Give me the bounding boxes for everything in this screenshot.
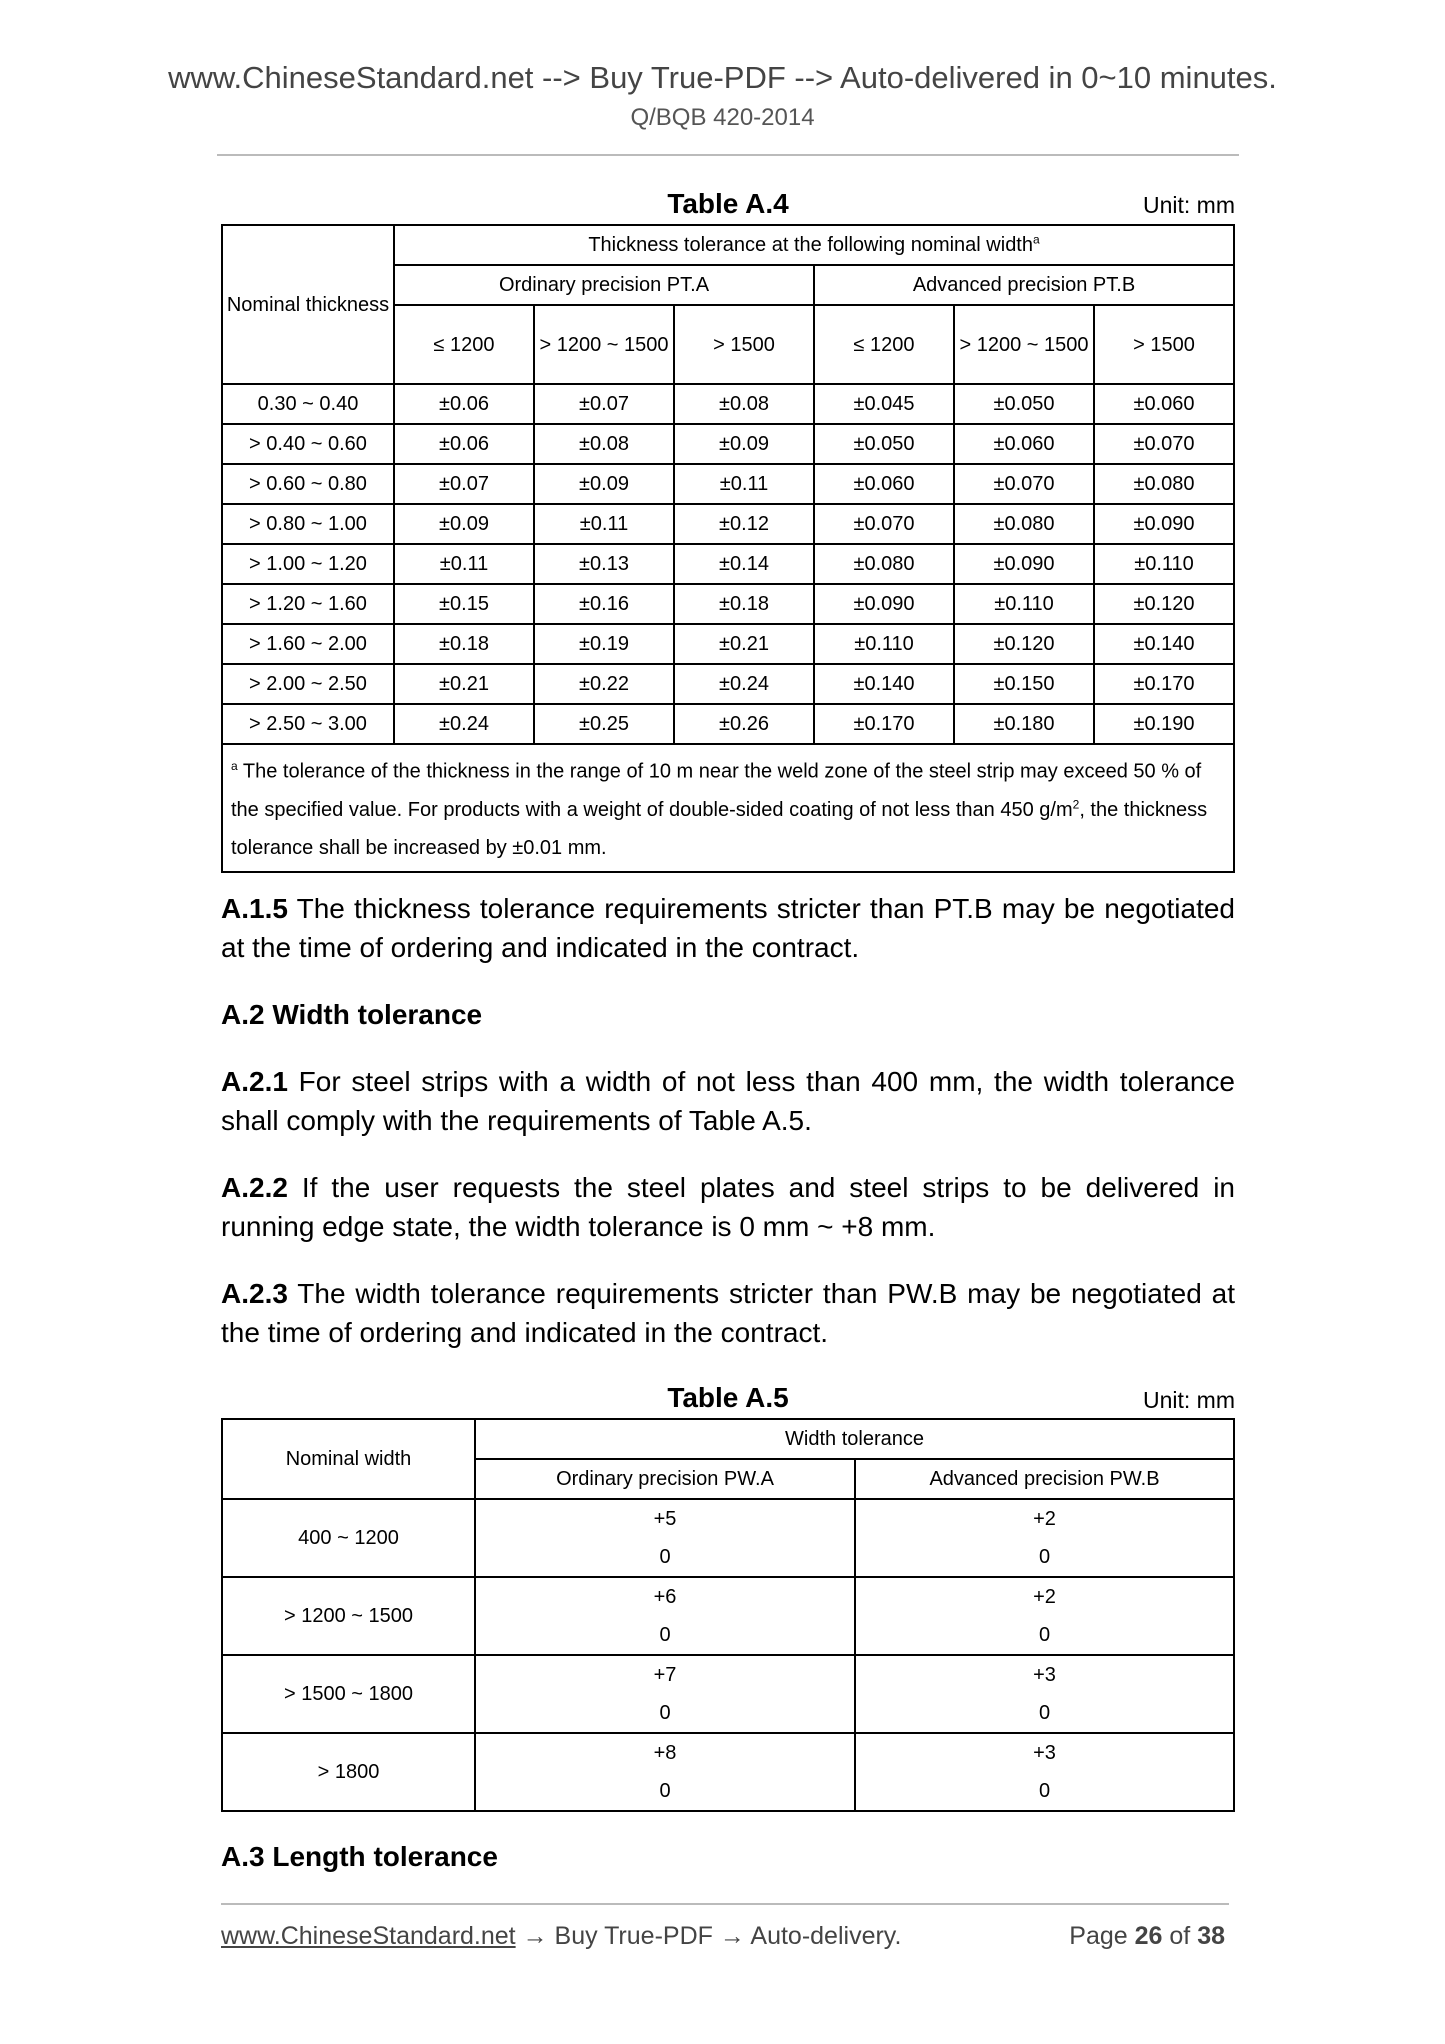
header-nominal-width: Nominal width: [222, 1419, 475, 1499]
pw-a-cell: [475, 1733, 855, 1811]
tolerance-cell: ±0.19: [534, 624, 674, 664]
document-id: Q/BQB 420-2014: [630, 104, 815, 131]
table-a4-title: Table A.4: [667, 188, 789, 219]
upper-deviation: +2: [1033, 1586, 1056, 1608]
lower-deviation: 0: [1038, 1546, 1051, 1568]
pw-b-cell: [855, 1655, 1234, 1733]
tolerance-cell: ±0.08: [534, 424, 674, 464]
table-row: [222, 1499, 1234, 1577]
total-pages: 38: [1197, 1922, 1225, 1950]
table-row: [222, 464, 1234, 504]
tolerance-cell: ±0.12: [674, 504, 814, 544]
header-banner: www.ChineseStandard.net --> Buy True-PDF --> Auto-delivered in 0~10 minutes.: [168, 60, 1277, 95]
table-row: [222, 584, 1234, 624]
nominal-thickness-cell: > 0.60 ~ 0.80: [222, 464, 394, 504]
tolerance-cell: ±0.07: [534, 384, 674, 424]
tolerance-cell: ±0.070: [814, 504, 954, 544]
header-width-col: ≤ 1200: [814, 305, 954, 384]
footnote-text: The tolerance of the thickness in the range of 10 m near the weld zone of the steel strip may exceed 50 % of the specified value. For products with a weight of double-sided coating of not less than 450 g/m: [231, 760, 1202, 821]
table-row: [222, 664, 1234, 704]
upper-deviation: +6: [653, 1586, 677, 1608]
pw-a-cell: [475, 1655, 855, 1733]
table-a5: [221, 1418, 1235, 1812]
tolerance-cell: ±0.190: [1094, 704, 1234, 744]
pw-b-cell: [855, 1733, 1234, 1811]
tolerance-cell: ±0.090: [814, 584, 954, 624]
tolerance-cell: ±0.21: [394, 664, 534, 704]
tolerance-cell: ±0.170: [814, 704, 954, 744]
tolerance-cell: ±0.060: [1094, 384, 1234, 424]
tolerance-cell: ±0.11: [674, 464, 814, 504]
lower-deviation: 0: [1038, 1702, 1051, 1724]
tolerance-cell: ±0.22: [534, 664, 674, 704]
tolerance-cell: ±0.09: [674, 424, 814, 464]
table-row: [222, 1733, 1234, 1811]
pw-b-cell: [855, 1499, 1234, 1577]
header-pw-a: Ordinary precision PW.A: [475, 1459, 855, 1499]
upper-deviation: +2: [1033, 1508, 1056, 1530]
nominal-width-cell: > 1800: [222, 1733, 475, 1811]
tolerance-cell: ±0.26: [674, 704, 814, 744]
nominal-thickness-cell: > 1.20 ~ 1.60: [222, 584, 394, 624]
page-number: [1069, 1922, 1225, 1951]
clause-text: For steel strips with a width of not less than 400 mm, the width tolerance shall comply with the requirements of Table A.5.: [221, 1066, 1235, 1136]
upper-deviation: +8: [653, 1742, 677, 1764]
tolerance-cell: ±0.110: [954, 584, 1094, 624]
header-pt-b: Advanced precision PT.B: [814, 265, 1234, 305]
header-width-col: > 1200 ~ 1500: [954, 305, 1094, 384]
header-width-col: > 1200 ~ 1500: [534, 305, 674, 384]
tolerance-cell: ±0.080: [814, 544, 954, 584]
paragraph-a22: [221, 1168, 1235, 1246]
tolerance-cell: ±0.09: [534, 464, 674, 504]
tolerance-cell: ±0.090: [1094, 504, 1234, 544]
table-row: [222, 504, 1234, 544]
tolerance-cell: ±0.24: [394, 704, 534, 744]
tolerance-cell: ±0.050: [954, 384, 1094, 424]
tolerance-cell: ±0.18: [674, 584, 814, 624]
footnote-ref: a: [1033, 232, 1040, 247]
header-text: Thickness tolerance at the following nominal width: [588, 234, 1033, 256]
header-pw-b: Advanced precision PW.B: [855, 1459, 1234, 1499]
nominal-thickness-cell: > 1.60 ~ 2.00: [222, 624, 394, 664]
table-a4-unit: Unit: mm: [1143, 192, 1235, 218]
header-nominal-thickness: Nominal thickness: [222, 225, 394, 384]
tolerance-cell: ±0.110: [814, 624, 954, 664]
nominal-width-cell: > 1500 ~ 1800: [222, 1655, 475, 1733]
tolerance-cell: ±0.140: [814, 664, 954, 704]
clause-number: A.1.5: [221, 893, 288, 924]
tolerance-cell: ±0.13: [534, 544, 674, 584]
clause-number: A.2.2: [221, 1172, 288, 1203]
clause-text: If the user requests the steel plates and steel strips to be delivered in running edge state, the width tolerance is 0 mm ~ +8 mm.: [221, 1172, 1235, 1242]
nominal-thickness-cell: > 2.50 ~ 3.00: [222, 704, 394, 744]
table-row: [222, 424, 1234, 464]
tolerance-cell: ±0.120: [1094, 584, 1234, 624]
table-a4: [221, 224, 1235, 873]
clause-number: A.2.1: [221, 1066, 288, 1097]
tolerance-cell: ±0.06: [394, 384, 534, 424]
table-row: [222, 704, 1234, 744]
nominal-width-cell: 400 ~ 1200: [222, 1499, 475, 1577]
tolerance-cell: ±0.06: [394, 424, 534, 464]
header-width-tolerance: Width tolerance: [475, 1419, 1234, 1459]
current-page: 26: [1134, 1922, 1163, 1950]
tolerance-cell: ±0.14: [674, 544, 814, 584]
nominal-thickness-cell: > 1.00 ~ 1.20: [222, 544, 394, 584]
clause-text: The thickness tolerance requirements stricter than PT.B may be negotiated at the time of ordering and indicated in the contract.: [221, 893, 1235, 963]
page-of: of: [1169, 1922, 1191, 1950]
lower-deviation: 0: [659, 1546, 671, 1568]
tolerance-cell: ±0.170: [1094, 664, 1234, 704]
tolerance-cell: ±0.21: [674, 624, 814, 664]
footnote-mark: a: [231, 759, 238, 773]
table-a5-title: Table A.5: [667, 1382, 789, 1413]
table-a4-footnote: [222, 744, 1234, 872]
paragraph-a23: [221, 1274, 1235, 1352]
pw-a-cell: [475, 1499, 855, 1577]
footer-text: → Buy True-PDF → Auto-delivery.: [515, 1922, 902, 1950]
header-width-col: ≤ 1200: [394, 305, 534, 384]
tolerance-cell: ±0.11: [394, 544, 534, 584]
tolerance-cell: ±0.11: [534, 504, 674, 544]
nominal-thickness-cell: > 0.80 ~ 1.00: [222, 504, 394, 544]
tolerance-cell: ±0.045: [814, 384, 954, 424]
header-width-col: > 1500: [674, 305, 814, 384]
pw-a-cell: [475, 1577, 855, 1655]
tolerance-cell: ±0.25: [534, 704, 674, 744]
tolerance-cell: ±0.120: [954, 624, 1094, 664]
paragraph-a21: [221, 1062, 1235, 1140]
tolerance-cell: ±0.150: [954, 664, 1094, 704]
footnote-superscript: 2: [1072, 797, 1080, 811]
header-divider: [217, 154, 1239, 156]
pw-b-cell: [855, 1577, 1234, 1655]
footer: [221, 1922, 1235, 1951]
tolerance-cell: ±0.140: [1094, 624, 1234, 664]
footer-link[interactable]: www.ChineseStandard.net: [221, 1922, 516, 1950]
table-row: [222, 384, 1234, 424]
tolerance-cell: ±0.15: [394, 584, 534, 624]
tolerance-cell: ±0.050: [814, 424, 954, 464]
table-a5-unit: Unit: mm: [1143, 1387, 1235, 1413]
tolerance-cell: ±0.060: [954, 424, 1094, 464]
tolerance-cell: ±0.110: [1094, 544, 1234, 584]
footnote-text-end: , the thickness tolerance shall be increased by ±0.01 mm.: [231, 798, 1208, 859]
heading-a2: A.2 Width tolerance: [221, 999, 483, 1030]
tolerance-cell: ±0.16: [534, 584, 674, 624]
lower-deviation: 0: [1038, 1780, 1051, 1802]
nominal-thickness-cell: 0.30 ~ 0.40: [222, 384, 394, 424]
tolerance-cell: ±0.090: [954, 544, 1094, 584]
tolerance-cell: ±0.060: [814, 464, 954, 504]
lower-deviation: 0: [1038, 1624, 1051, 1646]
tolerance-cell: ±0.070: [954, 464, 1094, 504]
header-width-col: > 1500: [1094, 305, 1234, 384]
paragraph-a15: [221, 889, 1235, 967]
header-thickness-tolerance: [394, 225, 1234, 265]
clause-text: The width tolerance requirements stricter than PW.B may be negotiated at the time of ordering and indicated in the contract.: [221, 1278, 1235, 1348]
lower-deviation: 0: [659, 1702, 671, 1724]
upper-deviation: +3: [1033, 1664, 1056, 1686]
tolerance-cell: ±0.080: [1094, 464, 1234, 504]
table-row: [222, 1655, 1234, 1733]
table-row: [222, 544, 1234, 584]
tolerance-cell: ±0.08: [674, 384, 814, 424]
table-row: [222, 1577, 1234, 1655]
upper-deviation: +5: [653, 1508, 677, 1530]
lower-deviation: 0: [659, 1780, 671, 1802]
tolerance-cell: ±0.07: [394, 464, 534, 504]
table-row: [222, 624, 1234, 664]
nominal-width-cell: > 1200 ~ 1500: [222, 1577, 475, 1655]
nominal-thickness-cell: > 2.00 ~ 2.50: [222, 664, 394, 704]
tolerance-cell: ±0.180: [954, 704, 1094, 744]
header-pt-a: Ordinary precision PT.A: [394, 265, 814, 305]
tolerance-cell: ±0.18: [394, 624, 534, 664]
footer-divider: [221, 1903, 1229, 1905]
nominal-thickness-cell: > 0.40 ~ 0.60: [222, 424, 394, 464]
tolerance-cell: ±0.070: [1094, 424, 1234, 464]
upper-deviation: +3: [1033, 1742, 1056, 1764]
tolerance-cell: ±0.24: [674, 664, 814, 704]
tolerance-cell: ±0.080: [954, 504, 1094, 544]
tolerance-cell: ±0.09: [394, 504, 534, 544]
lower-deviation: 0: [659, 1624, 671, 1646]
heading-a3: A.3 Length tolerance: [221, 1841, 498, 1872]
clause-number: A.2.3: [221, 1278, 288, 1309]
page-label: Page: [1069, 1922, 1128, 1950]
upper-deviation: +7: [653, 1664, 677, 1686]
